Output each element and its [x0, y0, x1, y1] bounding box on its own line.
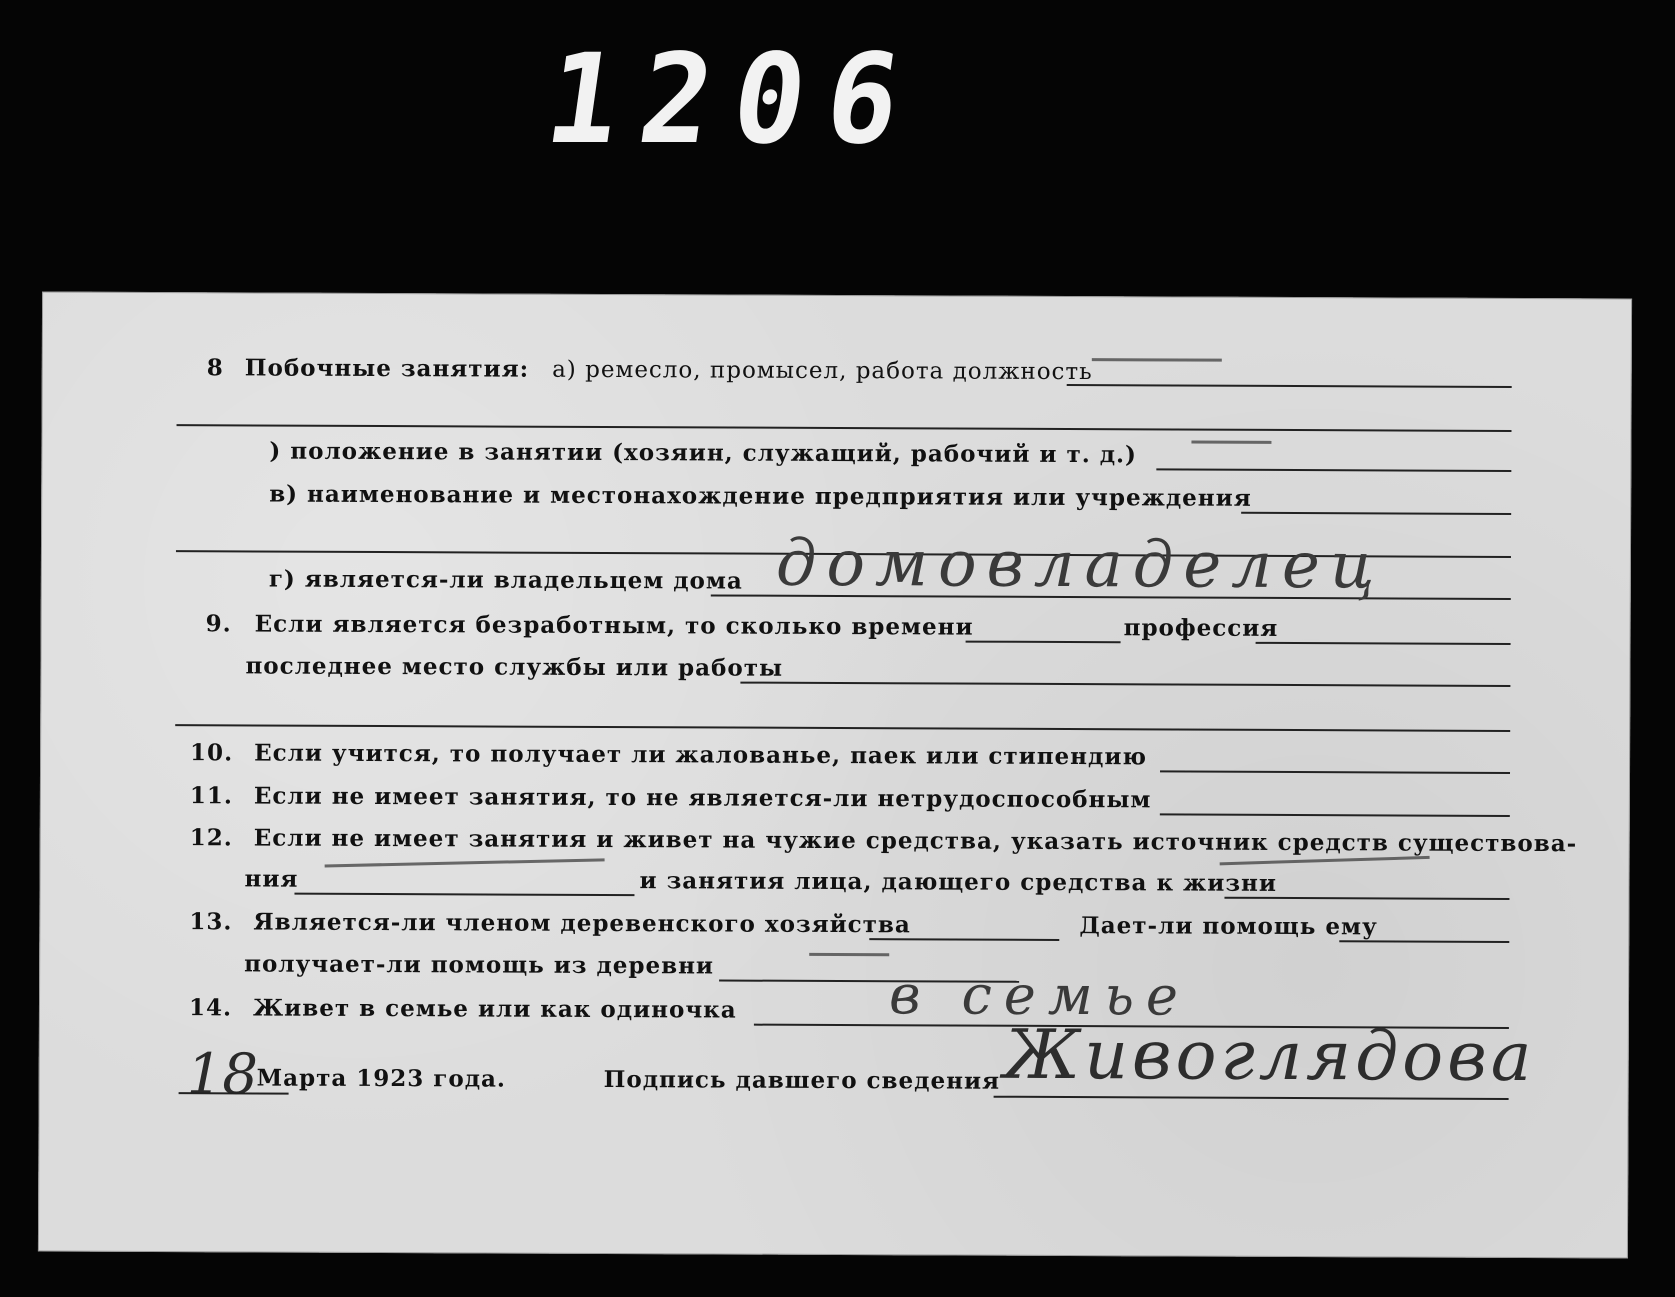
answer-line [1256, 642, 1511, 645]
question-text: Является-ли членом деревенского хозяйства [253, 908, 911, 939]
census-card [38, 292, 1632, 1259]
handwritten-dash [1092, 358, 1222, 362]
question-8 [207, 354, 1093, 385]
question-10 [190, 739, 1147, 770]
signature-label: Подпись давшего сведения [603, 1065, 1001, 1095]
frame-number: 1206 [537, 26, 931, 172]
question-12-cont-a: ния [244, 865, 299, 893]
handwritten-dash [809, 953, 889, 956]
answer-line [175, 724, 1510, 732]
answer-line [177, 424, 1512, 432]
question-13 [189, 908, 911, 938]
question-number: 10. [190, 739, 234, 767]
question-number: 9. [205, 610, 232, 638]
question-13-cont: получает-ли помощь из деревни [244, 950, 715, 980]
question-text: Если учится, то получает ли жалованье, паек или стипендию [254, 739, 1148, 771]
answer-line [1160, 770, 1510, 774]
signature: Живоглядова [1003, 1015, 1536, 1098]
question-text: Если не имеет занятия, то не является-ли нетрудоспособным [253, 782, 1152, 814]
question-number: 11. [189, 782, 233, 810]
answer-line [1067, 384, 1512, 388]
question-number: 12. [189, 824, 233, 852]
handwritten-answer-house-owner: домовладелец [775, 526, 1385, 604]
answer-line [740, 682, 1510, 687]
question-title: Побочные занятия: [244, 354, 530, 383]
answer-line [1339, 940, 1509, 943]
question-8a: а) ремесло, промысел, работа должность [552, 356, 1093, 386]
answer-line [966, 641, 1121, 644]
question-14 [189, 994, 737, 1023]
handwritten-dash [1220, 856, 1430, 865]
question-11 [190, 782, 1152, 813]
question-text: Живет в семье или как одиночка [252, 994, 737, 1024]
question-text: Если не имеет занятия и живет на чужие средства, указать источник средств существова- [253, 824, 1578, 858]
answer-line [294, 893, 634, 896]
question-9-last-job: последнее место службы или работы [245, 652, 784, 682]
question-8b: ) положение в занятии (хозяин, служащий, рабочий и т. д.) [269, 437, 1138, 469]
answer-line [1156, 468, 1511, 472]
question-number: 8 [206, 354, 224, 382]
answer-line [1241, 512, 1511, 515]
answer-line [1160, 813, 1510, 817]
question-8d: г) является-ли владельцем дома [268, 565, 743, 595]
profession-label: профессия [1123, 614, 1279, 642]
question-8c: в) наименование и местонахождение предприятия или учреждения [269, 480, 1252, 512]
date-day: 18 [186, 1042, 259, 1108]
question-12 [190, 824, 1578, 857]
handwritten-dash [325, 858, 605, 867]
question-number: 14. [188, 994, 233, 1022]
question-text: Если является безработным, то сколько времени [254, 610, 974, 641]
question-12-cont-b: и занятия лица, дающего средства к жизни [639, 867, 1278, 897]
date-text: Марта 1923 года. [256, 1064, 507, 1093]
question-9 [206, 610, 974, 640]
answer-line [869, 938, 1059, 941]
question-13-help: Дает-ли помощь ему [1079, 912, 1378, 941]
handwritten-dash [1191, 441, 1271, 444]
answer-line [1224, 897, 1509, 900]
question-number: 13. [189, 908, 233, 936]
handwritten-answer-family: в семье [888, 963, 1191, 1028]
